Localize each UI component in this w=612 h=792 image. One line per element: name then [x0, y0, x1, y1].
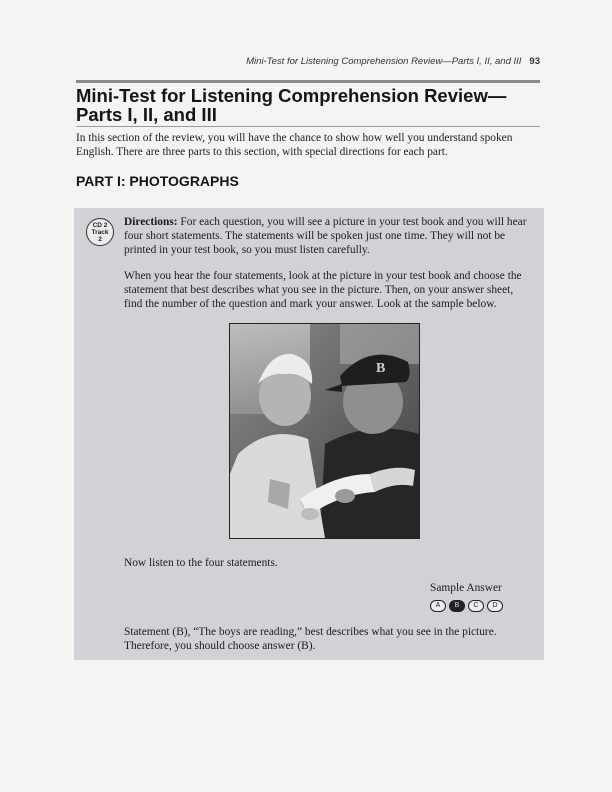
part-heading: PART I: PHOTOGRAPHS	[76, 173, 239, 189]
sample-answer-bubbles	[430, 600, 503, 612]
svg-text:B: B	[376, 361, 386, 376]
sample-answer-label: Sample Answer	[430, 582, 502, 594]
running-title: Mini-Test for Listening Comprehension Review—Parts I, II, and III	[246, 56, 522, 67]
title-top-rule	[76, 80, 540, 83]
directions-text: For each question, you will see a picture in your test book and you will hear four short statements. The statements will be spoken just one time. They will not be printed in your test book, so you must listen carefully.	[124, 216, 527, 256]
page-title	[76, 86, 546, 124]
cd-label: CD 2	[92, 221, 108, 229]
intro-paragraph: In this section of the review, you will have the chance to show how well you understand spoken English. There are three parts to this section, with special directions for each part.	[76, 132, 513, 158]
directions-label: Directions:	[124, 216, 178, 228]
listen-instruction: Now listen to the four statements.	[124, 557, 278, 569]
running-header	[246, 56, 540, 67]
sample-photograph	[229, 323, 420, 539]
instructions-paragraph: When you hear the four statements, look at the picture in your test book and choose the statement that best describes what you see in the picture. Then, on your answer sheet, find the number of the question and mark your answer. Look at the sample below.	[124, 270, 522, 310]
cd-track-badge	[86, 218, 114, 246]
photo-illustration	[230, 324, 419, 538]
answer-bubble-d: D	[487, 600, 503, 612]
answer-bubble-a: A	[430, 600, 446, 612]
directions-paragraph	[124, 215, 534, 257]
title-bottom-rule	[76, 126, 540, 127]
track-number: 2	[98, 235, 102, 243]
page-title-line-1: Mini-Test for Listening Comprehension Review—	[76, 85, 507, 106]
explanation-paragraph: Statement (B), “The boys are reading,” best describes what you see in the picture. Therefore, you should choose answer (B).	[124, 626, 497, 652]
page-number: 93	[529, 56, 540, 67]
answer-bubble-c: C	[468, 600, 484, 612]
track-label: Track	[91, 228, 109, 236]
answer-bubble-b: B	[449, 600, 465, 612]
page-title-line-2: Parts I, II, and III	[76, 104, 217, 125]
